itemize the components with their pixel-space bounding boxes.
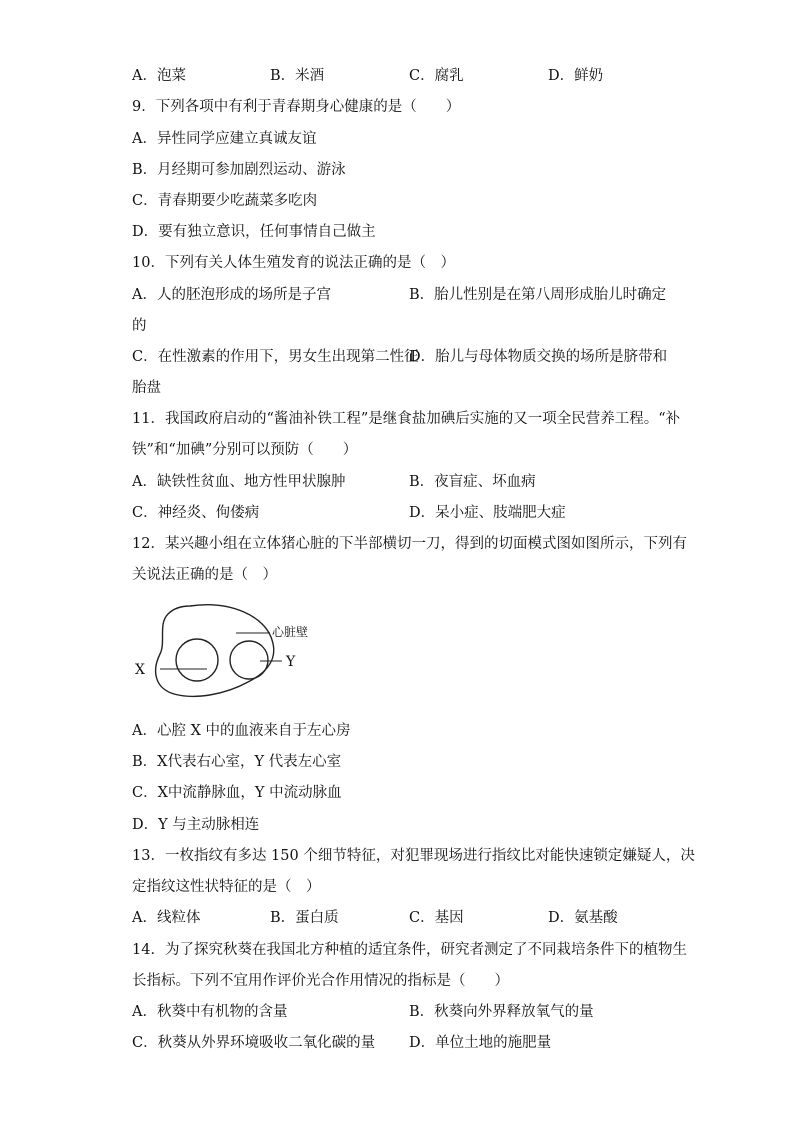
- q13-stem-line2: 定指纹这性状特征的是（ ）: [132, 879, 321, 895]
- heart-cross-section-diagram: [130, 598, 330, 708]
- q13-option-a: A．线粒体: [132, 910, 201, 926]
- q12-stem-line1: 12．某兴趣小组在立体猪心脏的下半部横切一刀，得到的切面模式图如图所示，下列有: [132, 536, 687, 552]
- q9-stem: 9．下列各项中有利于青春期身心健康的是（ ）: [132, 99, 461, 115]
- q9-option-a: A．异性同学应建立真诚友谊: [132, 131, 317, 147]
- q11-option-b: B．夜盲症、坏血病: [409, 474, 536, 490]
- q14-option-d: D．单位土地的施肥量: [409, 1035, 552, 1051]
- label-x: X: [135, 662, 145, 678]
- label-heart-wall: 心脏壁: [272, 625, 309, 639]
- q10-stem: 10．下列有关人体生殖发育的说法正确的是（ ）: [132, 255, 455, 271]
- chamber-x: [176, 639, 218, 681]
- heart-outline: [156, 605, 274, 697]
- q9-option-b: B．月经期可参加剧烈运动、游泳: [132, 162, 346, 178]
- q10-option-b: B．胎儿性别是在第八周形成胎儿时确定: [409, 287, 667, 303]
- q10-option-a: A．人的胚泡形成的场所是子宫: [132, 287, 331, 303]
- q11-option-a: A．缺铁性贫血、地方性甲状腺肿: [132, 474, 346, 490]
- q9-option-d: D．要有独立意识，任何事情自己做主: [132, 224, 376, 240]
- q8-option-a: A．泡菜: [132, 68, 186, 84]
- q11-option-c: C．神经炎、佝偻病: [132, 505, 260, 521]
- q10-option-b-wrap: 的: [132, 318, 147, 334]
- q14-option-b: B．秋葵向外界释放氧气的量: [409, 1004, 594, 1020]
- q13-stem-line1: 13．一枚指纹有多达 150 个细节特征，对犯罪现场进行指纹比对能快速锁定嫌疑人，决: [132, 848, 695, 864]
- q8-option-b: B．米酒: [270, 68, 325, 84]
- q13-option-b: B．蛋白质: [270, 910, 339, 926]
- q10-option-d: D．胎儿与母体物质交换的场所是脐带和: [409, 349, 668, 365]
- q13-option-d: D．氨基酸: [548, 910, 618, 926]
- q8-option-d: D．鲜奶: [548, 68, 604, 84]
- q12-option-d: D．Y 与主动脉相连: [132, 817, 260, 833]
- q12-option-a: A．心腔 X 中的血液来自于左心房: [132, 723, 351, 739]
- q14-stem-line1: 14．为了探究秋葵在我国北方种植的适宜条件，研究者测定了不同栽培条件下的植物生: [132, 942, 687, 958]
- q11-option-d: D．呆小症、肢端肥大症: [409, 505, 566, 521]
- q9-option-c: C．青春期要少吃蔬菜多吃肉: [132, 193, 318, 209]
- q11-stem-line2: 铁”和“加碘”分别可以预防（ ）: [132, 442, 358, 458]
- q13-option-c: C．基因: [409, 910, 464, 926]
- q14-stem-line2: 长指标。下列不宜用作评价光合作用情况的指标是（ ）: [132, 973, 509, 989]
- q10-option-d-wrap: 胎盘: [132, 380, 161, 396]
- q12-stem-line2: 关说法正确的是（ ）: [132, 567, 277, 583]
- chamber-y: [230, 641, 268, 679]
- q11-stem-line1: 11．我国政府启动的“酱油补铁工程”是继食盐加碘后实施的又一项全民营养工程。“补: [132, 411, 681, 427]
- label-y: Y: [286, 654, 296, 670]
- q12-option-c: C．X中流静脉血，Y 中流动脉血: [132, 785, 342, 801]
- q12-option-b: B．X代表右心室，Y 代表左心室: [132, 754, 342, 770]
- q10-option-c: C．在性激素的作用下，男女生出现第二性征: [132, 349, 419, 365]
- q14-option-a: A．秋葵中有机物的含量: [132, 1004, 288, 1020]
- q14-option-c: C．秋葵从外界环境吸收二氧化碳的量: [132, 1035, 376, 1051]
- q8-option-c: C．腐乳: [409, 68, 464, 84]
